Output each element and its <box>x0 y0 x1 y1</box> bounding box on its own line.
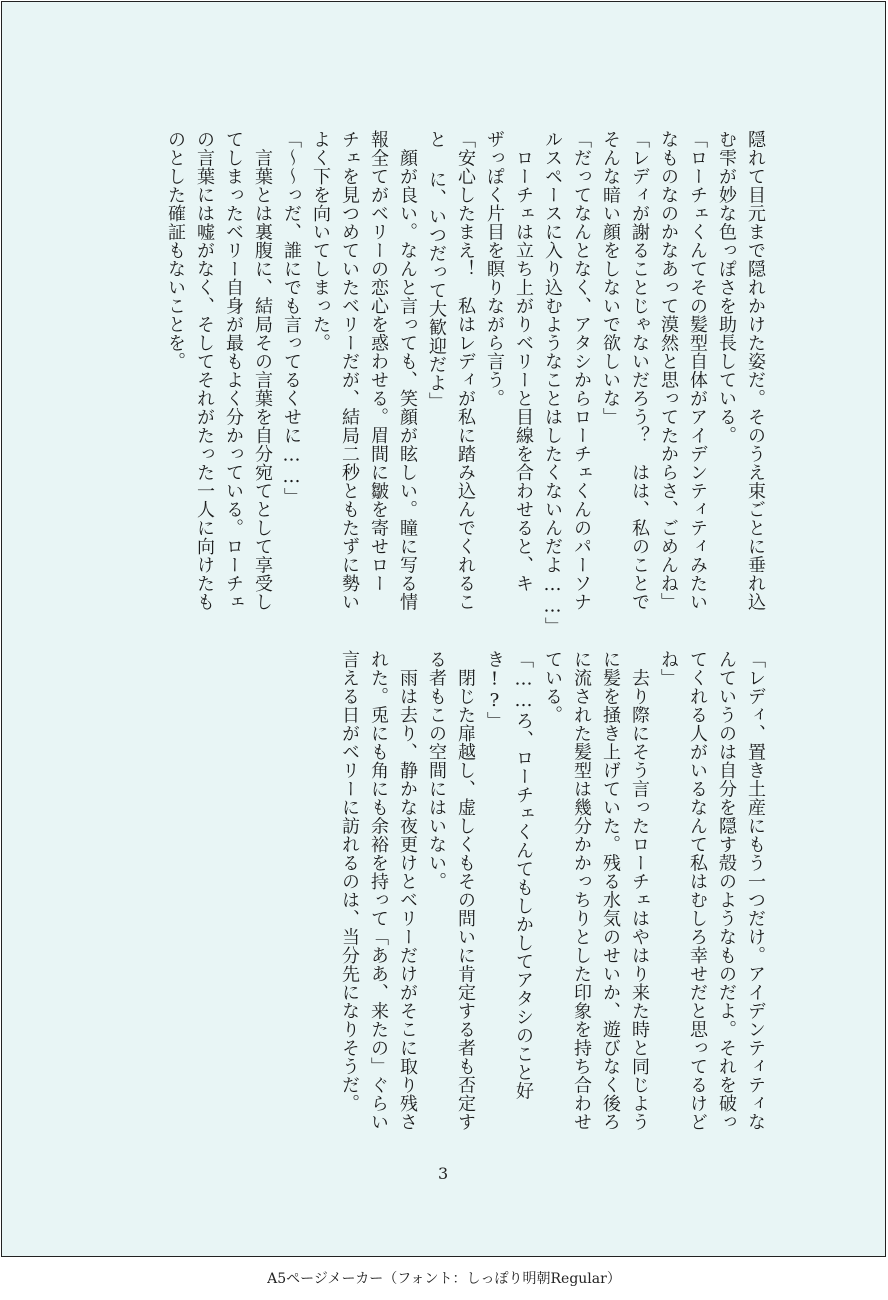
text-column-bottom: 「レディ、置き土産にもう一つだけ。アイデンティティな んていうのは自分を隠す殻のようなものだよ。それを破っ てくれる人がいるなんて私はむしろ幸せだと思ってるけど ね」 去り際にそう言ったローチェはやはり来た時と同じよう に髪を掻き上げていた。残る水気のせいか、遊びなく後ろ に流された髪型は幾分かかっちりとした印象を持ち合わせ ている。 「……ろ、ローチェくんてもしかしてアタシのこと好 き!?」 閉じた扉越し、虚しくもその問いに肯定する者も否定す る者もこの空間にはいない。 雨は去り、静かな夜更けとベリーだけがそこに取り残さ れた。兎にも角にも余裕を持って「ああ、来たの」ぐらい 言える日がベリーに訪れるのは、当分先になりそうだ。 <box>339 650 766 1131</box>
manuscript-page <box>1 1 886 1257</box>
text-column-top: 隠れて目元まで隠れかけた姿だ。そのうえ束ごとに垂れ込 む雫が妙な色っぽさを助長している。 「ローチェくんてその髪型自体がアイデンティティみたい なものなのかなあって漠然と思ってたからさ、ごめんね」 「レディが謝ることじゃないだろう？ はは、私のことで そんな暗い顔をしないで欲しいな」 「だってなんとなく、アタシからローチェくんのパーソナ ルスペースに入り込むようなことはしたくないんだよ……」 ローチェは立ち上がりベリーと目線を合わせると、キ ザっぽく片目を瞑りながら言う。 「安心したまえ！ 私はレディが私に踏み込んでくれるこ と に、いつだって大歓迎だよ」 顔が良い。なんと言っても、笑顔が眩しい。瞳に写る情 報全てがベリーの恋心を惑わせる。眉間に皺を寄せロー チェを見つめていたベリーだが、結局二秒ともたずに勢い よく下を向いてしまった。 「～～っだ、誰にでも言ってるくせに……」 言葉とは裏腹に、結局その言葉を自分宛てとして享受し てしまったベリー自身が最もよく分かっている。ローチェ の言葉には嘘がなく、そしてそれがたった一人に向けたも のとした確証もないことを。 <box>165 130 766 636</box>
page-number: 3 <box>438 1164 449 1183</box>
footer-caption: A5ページメーカー（フォント：しっぽり明朝Regular） <box>267 1271 621 1287</box>
